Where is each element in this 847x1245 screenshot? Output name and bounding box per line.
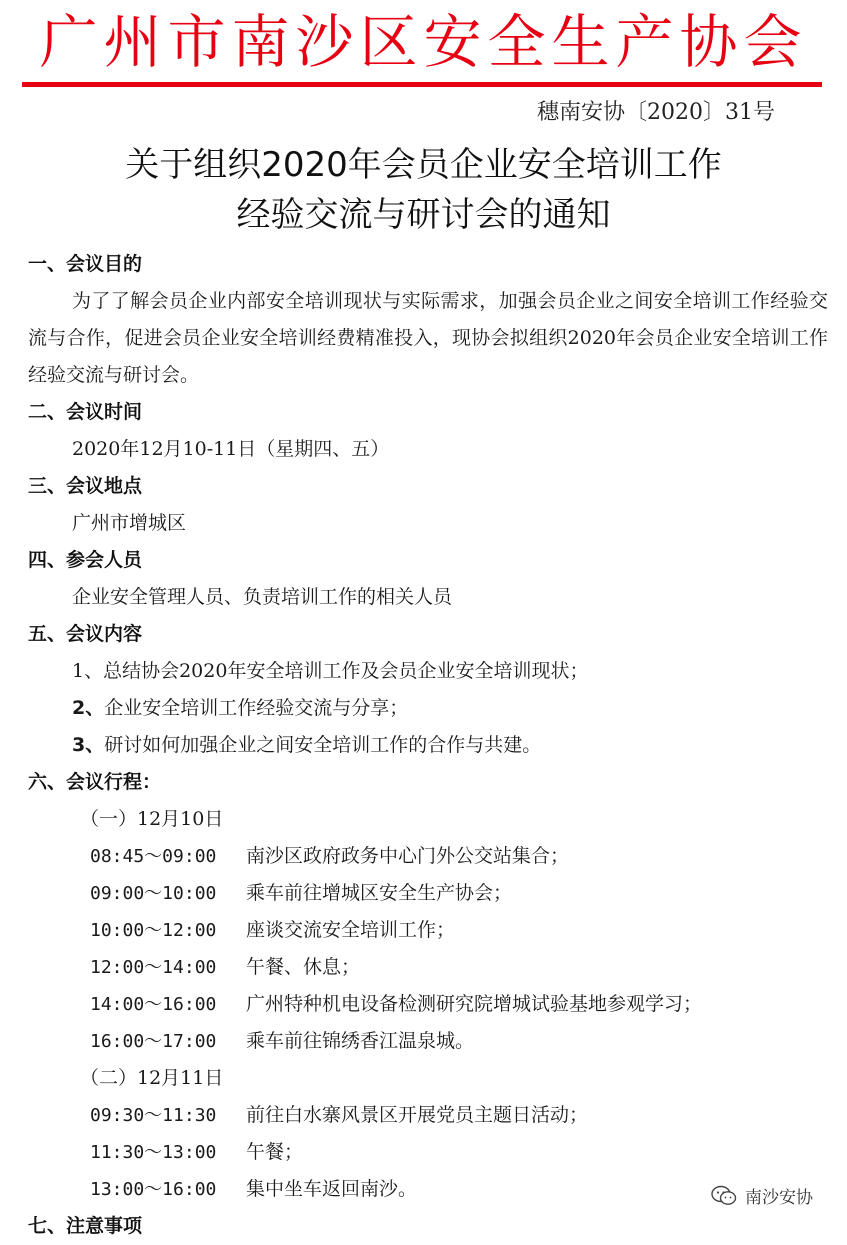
schedule-activity: 午餐； — [246, 1141, 304, 1163]
schedule-row — [28, 875, 828, 912]
schedule-time: 08:45～09:00 — [90, 846, 217, 867]
document-title-line-2: 经验交流与研讨会的通知 — [236, 195, 611, 235]
wechat-watermark — [707, 1181, 817, 1210]
content-item-number: 1、 — [72, 660, 104, 682]
section-heading-purpose: 一、会议目的 — [28, 253, 143, 275]
schedule-time: 12:00～14:00 — [90, 957, 217, 978]
meeting-time: 2020年12月10-11日（星期四、五） — [72, 438, 390, 460]
document-title-line-1: 关于组织2020年会员企业安全培训工作 — [125, 145, 722, 185]
wechat-icon — [711, 1185, 737, 1207]
schedule-time: 11:30～13:00 — [90, 1142, 217, 1163]
schedule-row — [28, 1097, 828, 1134]
schedule-activity: 前往白水寨风景区开展党员主题日活动； — [246, 1104, 589, 1126]
content-item-text: 总结协会2020年安全培训工作及会员企业安全培训现状； — [103, 660, 589, 682]
section-heading-attendees: 四、参会人员 — [28, 549, 143, 571]
content-item-text: 企业安全培训工作经验交流与分享； — [104, 697, 409, 719]
purpose-paragraph: 为了了解会员企业内部安全培训现状与实际需求，加强会员企业之间安全培训工作经验交流与合作，促进会员企业安全培训经费精准投入，现协会拟组织2020年会员企业安全培训工作经验交流与研讨会。 — [28, 290, 828, 386]
section-heading-content: 五、会议内容 — [28, 623, 143, 645]
schedule-activity: 广州特种机电设备检测研究院增城试验基地参观学习； — [246, 993, 703, 1015]
content-item-number: 3、 — [72, 734, 105, 756]
content-item — [28, 653, 828, 690]
watermark-text: 南沙安协 — [745, 1188, 813, 1208]
org-name: 广州市南沙区安全生产协会 — [39, 8, 808, 76]
schedule-activity: 午餐、休息； — [246, 956, 361, 978]
schedule-time: 10:00～12:00 — [90, 920, 217, 941]
schedule-activity: 集中坐车返回南沙。 — [246, 1178, 418, 1200]
section-heading-location: 三、会议地点 — [28, 475, 143, 497]
content-item — [28, 690, 828, 727]
document-number: 穗南安协〔2020〕31号 — [537, 100, 775, 125]
schedule-time: 16:00～17:00 — [90, 1031, 217, 1052]
section-heading-time: 二、会议时间 — [28, 401, 143, 423]
schedule-activity: 南沙区政府政务中心门外公交站集合； — [246, 845, 570, 867]
schedule-activity: 座谈交流安全培训工作； — [246, 919, 456, 941]
schedule-day-2-label: （二）12月11日 — [80, 1067, 224, 1089]
schedule-time: 14:00～16:00 — [90, 994, 217, 1015]
content-item-text: 研讨如何加强企业之间安全培训工作的合作与共建。 — [104, 734, 542, 756]
schedule-time: 13:00～16:00 — [90, 1179, 217, 1200]
schedule-activity: 乘车前往锦绣香江温泉城。 — [246, 1030, 475, 1052]
red-header-rule — [22, 82, 822, 87]
schedule-row — [28, 838, 828, 875]
document-header — [0, 0, 847, 92]
content-item-number: 2、 — [72, 697, 105, 719]
meeting-location: 广州市增城区 — [72, 512, 187, 534]
content-item — [28, 727, 828, 764]
schedule-activity: 乘车前往增城区安全生产协会； — [246, 882, 513, 904]
section-heading-schedule: 六、会议行程： — [28, 771, 162, 793]
schedule-row — [28, 1134, 828, 1171]
schedule-row — [28, 1023, 828, 1060]
document-body — [28, 246, 828, 1245]
schedule-row — [28, 986, 828, 1023]
schedule-row — [28, 912, 828, 949]
section-heading-notes: 七、注意事项 — [28, 1215, 143, 1237]
schedule-row — [28, 949, 828, 986]
schedule-time: 09:30～11:30 — [90, 1105, 217, 1126]
schedule-time: 09:00～10:00 — [90, 883, 217, 904]
meeting-attendees: 企业安全管理人员、负责培训工作的相关人员 — [72, 586, 453, 608]
schedule-day-1-label: （一）12月10日 — [80, 808, 224, 830]
